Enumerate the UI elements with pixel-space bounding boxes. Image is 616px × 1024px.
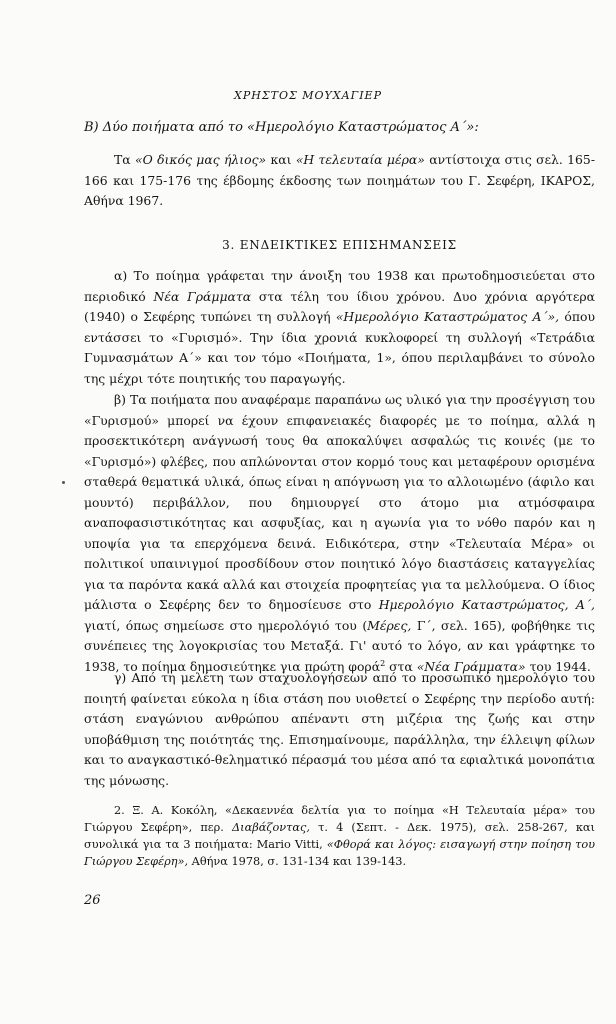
text-run: Γ΄, σελ. 165), φοβήθηκε τις συνέπειες της λογοκρισίας του Μεταξά. Γι' αυτό το λόγο, αν και γράφτηκε το 1938, το ποίημα δημοσιεύτηκε για πρώτη φορά — [84, 617, 595, 674]
footnote — [84, 802, 595, 870]
journal-title: Διαβάζοντας, — [232, 821, 310, 834]
text-run: α) Το ποίημα γράφεται την άνοιξη του 1938 και πρωτοδημοσιεύεται στο περιοδικό — [84, 268, 595, 304]
poem-title-2: «Η τελευταία μέρα» — [295, 152, 425, 167]
text-run: όπου εντάσσει το «Γυρισμό». Την ίδια χρονιά κυκλοφορεί τη συλλογή «Τετράδια Γυμνασμάτων Α΄» και τον τόμο «Ποιήματα, 1», όπου περιλαμβάνει το σύνολο της μέχρι τότε ποιητικής του παραγωγής. — [84, 309, 595, 386]
journal-title: Νέα Γράμματα — [153, 288, 252, 304]
text-run: γ) Από τη μελέτη των σταχυολογήσεων από το προσωπικό ημερολόγιο του ποιητή φαίνεται εύκολα η ίδια στάση που υιοθετεί ο Σεφέρης την περίοδο αυτή: στάση εναγώνιου ανθρώπου απέναντι στη μιζέρια της ζωής και στην υποβάθμιση της ποιότητάς της. Επισημαίνουμε, παράλληλα, την έλλειψη φίλων και το αναγκαστικό-θεληματικό πέρασμά του μέσα από τα εφιαλτικά μονοπάτια της μόνωσης. — [84, 670, 595, 788]
footnote-reference: 2 — [380, 658, 386, 668]
text-run: στα — [385, 658, 417, 674]
text-run: του 1944. — [525, 658, 591, 674]
paragraph-beta — [84, 390, 595, 677]
text-run: στα τέλη του ίδιου χρόνου. Δυο χρόνια αργότερα (1940) ο Σεφέρης τυπώνει τη συλλογή — [84, 288, 595, 324]
margin-dot — [62, 481, 65, 484]
text-run: γιατί, όπως σημείωσε στο ημερολόγιό του ( — [84, 617, 368, 633]
paragraph-poems-reference — [84, 150, 595, 212]
diary-title: Μέρες, — [367, 617, 412, 633]
poem-title-1: «Ο δικός μας ήλιος» — [135, 152, 267, 167]
collection-title: Ημερολόγιο Καταστρώματος, Α΄, — [378, 597, 595, 612]
subheading — [84, 120, 595, 135]
text-run: 2. Ξ. Α. Κοκόλη, «Δεκαεννέα δελτία για το ποίημα «Η Τελευταία μέρα» του Γιώργου Σεφέρη», περ. — [84, 804, 595, 834]
book-title: «Φθορά και λόγος: εισαγωγή στην ποίηση του Γιώργου Σεφέρη», — [84, 838, 595, 868]
subheading-prefix: B) — [84, 120, 103, 135]
text-run: τ. 4 (Σεπτ. - Δεκ. 1975), σελ. 258-267, και συνολικά για τα 3 ποιήματα: Mario Vitti, — [84, 821, 595, 851]
text-run: β) Τα ποιήματα που αναφέραμε παραπάνω ως υλικό για την προσέγγιση του «Γυρισμού» μπορεί να έχουν επιφανειακές διαφορές με το ποίημα, αλλά η προσεκτικότερη ανάγνωσή τους θα αποκαλύψει ασφαλώς τις κοινές (με το «Γυρισμό») φλέβες, που απλώνονται στον κορμό τους και μεταφέρουν ορισμένα σταθερά θεματικά υλικά, όπως είναι η απόγνωση για το αλλοιωμένο (άφιλο και μουντό) περιβάλλον, που δημιουργεί στο άτομο μια ατμόσφαιρα αναποφασιστικότητας και ασφυξίας, και η αγωνία για το νόθο παρόν και η υποψία για τα επερχόμενα δεινά. Ειδικότερα, στην «Τελευταία Μέρα» οι πολιτικοί υπαινιγμοί προσδίδουν στον ποιητικό λόγο διαστάσεις καταγγελίας για τα παρόντα κακά αλλά και στοιχεία προφητείας για τα μελλούμενα. Ο ίδιος μάλιστα ο Σεφέρης δεν το δημοσίευσε στο — [84, 392, 595, 612]
page-number: 26 — [84, 893, 101, 908]
paragraph-gamma — [84, 668, 595, 791]
collection-title: «Ημερολόγιο Καταστρώματος Α΄», — [335, 309, 560, 324]
paragraph-alpha — [84, 266, 595, 389]
section-title: 3. ΕΝΔΕΙΚΤΙΚΕΣ ΕΠΙΣΗΜΑΝΣΕΙΣ — [222, 238, 457, 252]
text-run: Τα — [114, 152, 135, 167]
subheading-text: Δύο ποιήματα από το «Ημερολόγιο Καταστρώματος Α΄»: — [102, 120, 479, 135]
text-run: και — [266, 152, 296, 167]
running-head: ΧΡΗΣΤΟΣ ΜΟΥΧΑΓΙΕΡ — [234, 89, 382, 102]
journal-title: «Νέα Γράμματα» — [416, 658, 526, 674]
text-run: Αθήνα 1978, σ. 131-134 και 139-143. — [188, 855, 407, 868]
text-run: αντίστοιχα στις σελ. 165-166 και 175-176 της έβδομης έκδοσης των ποιημάτων του Γ. Σεφέρη, ΙΚΑΡΟΣ, Αθήνα 1967. — [84, 152, 596, 208]
